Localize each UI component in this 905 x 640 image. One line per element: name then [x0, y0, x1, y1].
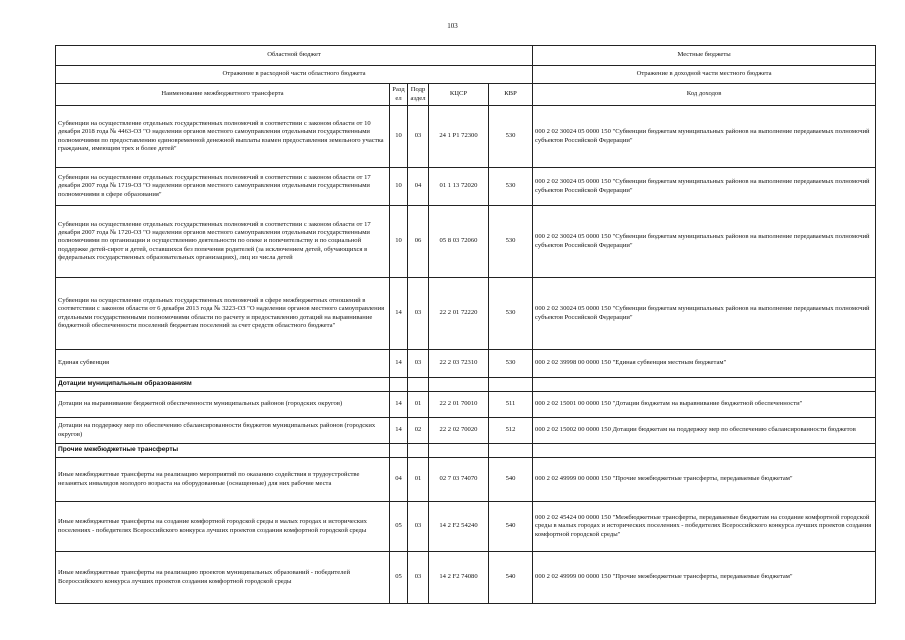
kcsr-code: 05 8 03 72060	[429, 206, 489, 278]
table-row	[56, 458, 876, 502]
kcsr-code: 22 2 01 70010	[429, 392, 489, 418]
kcsr-code: 22 2 03 72310	[429, 350, 489, 378]
kvr-code: 540	[489, 502, 533, 552]
table-row	[56, 502, 876, 552]
subsection-code: 06	[408, 206, 429, 278]
transfer-name: Единая субвенция	[56, 350, 390, 378]
transfer-name: Субвенции на осуществление отдельных государственных полномочий в соответствии с законом области от 10 декабря 2018 года № 4463-ОЗ "О наделении органов местного самоуправления отдельными государственными полномочиями по предоставлению единовременной денежной выплаты взамен предоставления земельного участка гражданам, имеющим трех и более детей"	[56, 106, 390, 168]
table-row	[56, 392, 876, 418]
transfer-name	[56, 206, 390, 278]
table-row	[56, 350, 876, 378]
kvr-code: 512	[489, 418, 533, 444]
table-row	[56, 168, 876, 206]
table-row	[56, 552, 876, 604]
subsection-code: 01	[408, 392, 429, 418]
income-code: 000 2 02 49999 00 0000 150 "Прочие межбюджетные трансферты, передаваемые бюджетам"	[533, 552, 876, 604]
table-row	[56, 278, 876, 350]
kvr-code: 530	[489, 106, 533, 168]
kcsr-code: 14 2 F2 54240	[429, 502, 489, 552]
table-row	[56, 206, 876, 278]
section-code: 10	[390, 168, 408, 206]
income-code: 000 2 02 39998 00 0000 150 "Единая субвенция местным бюджетам"	[533, 350, 876, 378]
income-code: 000 2 02 45424 00 0000 150 "Межбюджетные трансферты, передаваемые бюджетам на создание комфортной городской среды в малых городах и исторических поселениях - победителях Всероссийского конкурса лучших проектов создания комфортной городской среды"	[533, 502, 876, 552]
col-header-income-code: Код доходов	[533, 84, 876, 106]
col-header-section: Разд ел	[390, 84, 408, 106]
section-code: 05	[390, 502, 408, 552]
kcsr-code: 14 2 F2 74080	[429, 552, 489, 604]
kvr-code: 511	[489, 392, 533, 418]
table-row	[56, 106, 876, 168]
subsection-code: 04	[408, 168, 429, 206]
section-heading-subsidies: Дотации муниципальным образованиям	[56, 378, 390, 392]
page-number: 103	[447, 22, 458, 30]
section-code: 05	[390, 552, 408, 604]
col-header-kcsr: КЦСР	[429, 84, 489, 106]
header-regional-budget: Областной бюджет	[56, 46, 533, 66]
income-code: 000 2 02 30024 05 0000 150 "Субвенции бюджетам муниципальных районов на выполнение передаваемых полномочий субъектов Российской Федерации"	[533, 106, 876, 168]
subsection-code: 03	[408, 502, 429, 552]
section-code: 14	[390, 350, 408, 378]
transfer-name-text: Субвенции на осуществление отдельных государственных полномочий в соответствии с законом области от 17 декабря 2007 года № 1720-ОЗ "О наделении органов местного самоуправления отдельными государственными полномочиями по организации и осуществлению деятельности по опеке и попечительству и по социальной поддержке детей-сирот и детей, оставшихся без попечения родителей (за исключением детей, обучающихся в федеральных государственных образовательных организациях), лиц из числа детей	[58, 220, 371, 261]
kvr-code: 530	[489, 206, 533, 278]
kvr-code: 530	[489, 278, 533, 350]
income-code: 000 2 02 30024 05 0000 150 "Субвенции бюджетам муниципальных районов на выполнение передаваемых полномочий субъектов Российской Федерации"	[533, 168, 876, 206]
subsection-code: 03	[408, 552, 429, 604]
income-code: 000 2 02 15002 00 0000 150 Дотации бюджетам на поддержку мер по обеспечению сбалансированности бюджетов	[533, 418, 876, 444]
transfer-name: Иные межбюджетные трансферты на создание комфортной городской среды в малых городах и исторических поселениях - победителях Всероссийского конкурса лучших проектов создания комфортной городской среды	[56, 502, 390, 552]
income-code: 000 2 02 30024 05 0000 150 "Субвенции бюджетам муниципальных районов на выполнение передаваемых полномочий субъектов Российской Федерации"	[533, 206, 876, 278]
income-code: 000 2 02 49999 00 0000 150 "Прочие межбюджетные трансферты, передаваемые бюджетам"	[533, 458, 876, 502]
transfer-name: Субвенции на осуществление отдельных государственных полномочий в соответствии с законом области от 17 декабря 2007 года № 1719-ОЗ "О наделении органов местного самоуправления отдельными государственными полномочиями в сфере образования"	[56, 168, 390, 206]
section-heading-other-transfers: Прочие межбюджетные трансферты	[56, 444, 390, 458]
transfer-name: Иные межбюджетные трансферты на реализацию мероприятий по оказанию содействия в трудоустройстве незанятых инвалидов молодого возраста на оборудованные (оснащенные) для них рабочие места	[56, 458, 390, 502]
col-header-kvr: КВР	[489, 84, 533, 106]
transfer-name: Дотации на поддержку мер по обеспечению сбалансированности бюджетов муниципальных районов (городских округов)	[56, 418, 390, 444]
kcsr-code: 22 2 02 70020	[429, 418, 489, 444]
kcsr-code: 24 1 P1 72300	[429, 106, 489, 168]
subsection-code: 03	[408, 278, 429, 350]
kcsr-code: 02 7 03 74070	[429, 458, 489, 502]
col-header-subsection: Подр аздел	[408, 84, 429, 106]
transfers-table	[55, 45, 876, 604]
section-code: 14	[390, 418, 408, 444]
subsection-code: 02	[408, 418, 429, 444]
kvr-code: 530	[489, 168, 533, 206]
transfer-name: Дотации на выравнивание бюджетной обеспеченности муниципальных районов (городских округов)	[56, 392, 390, 418]
kvr-code: 530	[489, 350, 533, 378]
transfer-name: Субвенции на осуществление отдельных государственных полномочий в сфере межбюджетных отношений в соответствии с законом области от 6 декабря 2013 года № 3223-ОЗ "О наделении органов местного самоуправления отдельными государственными полномочиями области по расчету и предоставлению дотаций на выравнивание бюджетной обеспеченности поселений бюджетам поселений за счет средств областного бюджета"	[56, 278, 390, 350]
subsection-code: 03	[408, 106, 429, 168]
kcsr-code: 01 1 13 72020	[429, 168, 489, 206]
header-expense-reflection: Отражение в расходной части областного бюджета	[56, 66, 533, 84]
section-code: 14	[390, 278, 408, 350]
header-income-reflection: Отражение в доходной части местного бюджета	[533, 66, 876, 84]
subsection-code: 03	[408, 350, 429, 378]
header-local-budgets: Местные бюджеты	[533, 46, 876, 66]
col-header-name: Наименование межбюджетного трансферта	[56, 84, 390, 106]
subsection-code: 01	[408, 458, 429, 502]
section-code: 10	[390, 206, 408, 278]
income-code: 000 2 02 15001 00 0000 150 "Дотации бюджетам на выравнивание бюджетной обеспеченности"	[533, 392, 876, 418]
section-code: 14	[390, 392, 408, 418]
kcsr-code: 22 2 01 72220	[429, 278, 489, 350]
kvr-code: 540	[489, 552, 533, 604]
table-row	[56, 418, 876, 444]
income-code: 000 2 02 30024 05 0000 150 "Субвенции бюджетам муниципальных районов на выполнение передаваемых полномочий субъектов Российской Федерации"	[533, 278, 876, 350]
section-code: 04	[390, 458, 408, 502]
kvr-code: 540	[489, 458, 533, 502]
transfer-name: Иные межбюджетные трансферты на реализацию проектов муниципальных образований - победителей Всероссийского конкурса лучших проектов создания комфортной городской среды	[56, 552, 390, 604]
section-code: 10	[390, 106, 408, 168]
